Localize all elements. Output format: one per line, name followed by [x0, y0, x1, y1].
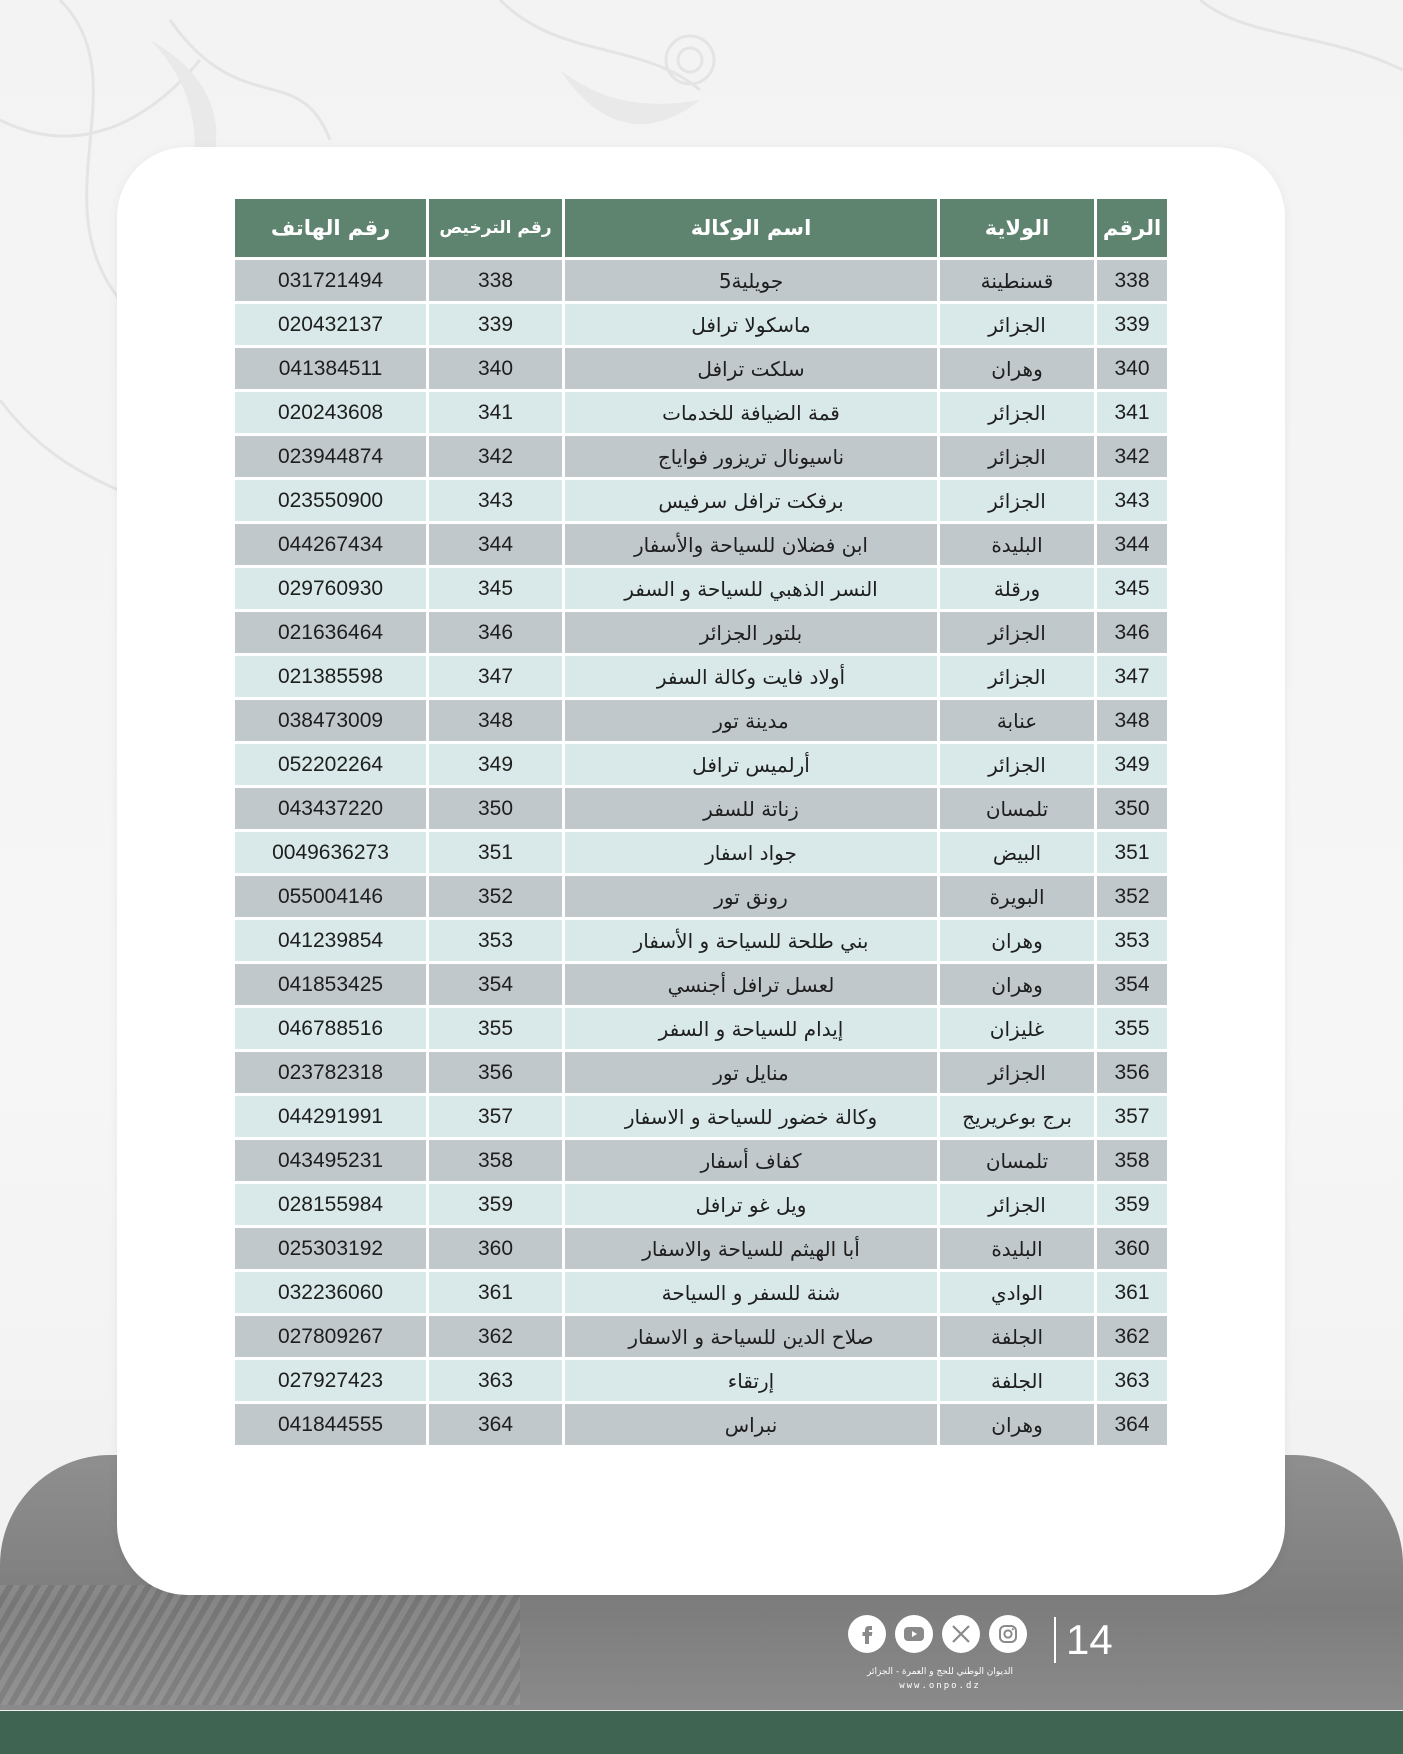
table-row — [235, 436, 1167, 477]
cell-agency: أرلميس ترافل — [565, 744, 937, 785]
cell-license: 360 — [429, 1228, 562, 1269]
footer-divider — [1054, 1617, 1056, 1663]
cell-phone: 020243608 — [235, 392, 426, 433]
cell-wilaya: الوادي — [940, 1272, 1094, 1313]
cell-license: 342 — [429, 436, 562, 477]
cell-license: 338 — [429, 260, 562, 301]
youtube-icon[interactable] — [895, 1615, 933, 1653]
cell-phone: 025303192 — [235, 1228, 426, 1269]
cell-phone: 027809267 — [235, 1316, 426, 1357]
cell-number: 356 — [1097, 1052, 1167, 1093]
cell-wilaya: الجزائر — [940, 392, 1094, 433]
cell-number: 349 — [1097, 744, 1167, 785]
cell-number: 338 — [1097, 260, 1167, 301]
cell-license: 341 — [429, 392, 562, 433]
cell-phone: 021385598 — [235, 656, 426, 697]
cell-license: 344 — [429, 524, 562, 565]
header-number: الرقم — [1097, 199, 1167, 257]
cell-phone: 044291991 — [235, 1096, 426, 1137]
cell-phone: 055004146 — [235, 876, 426, 917]
table-row — [235, 392, 1167, 433]
cell-wilaya: الجزائر — [940, 304, 1094, 345]
cell-phone: 021636464 — [235, 612, 426, 653]
cell-number: 339 — [1097, 304, 1167, 345]
cell-wilaya: وهران — [940, 1404, 1094, 1445]
cell-agency: جويلية5 — [565, 260, 937, 301]
cell-number: 341 — [1097, 392, 1167, 433]
table-row — [235, 876, 1167, 917]
cell-agency: كفاف أسفار — [565, 1140, 937, 1181]
cell-number: 364 — [1097, 1404, 1167, 1445]
table-row — [235, 1184, 1167, 1225]
cell-wilaya: ورقلة — [940, 568, 1094, 609]
cell-agency: برفكت ترافل سرفيس — [565, 480, 937, 521]
cell-license: 345 — [429, 568, 562, 609]
cell-license: 359 — [429, 1184, 562, 1225]
cell-license: 347 — [429, 656, 562, 697]
table-row — [235, 612, 1167, 653]
cell-agency: صلاح الدين للسياحة و الاسفار — [565, 1316, 937, 1357]
cell-phone: 023782318 — [235, 1052, 426, 1093]
cell-number: 347 — [1097, 656, 1167, 697]
table-row — [235, 1228, 1167, 1269]
table-row — [235, 788, 1167, 829]
table-row — [235, 1140, 1167, 1181]
cell-wilaya: وهران — [940, 348, 1094, 389]
table-row — [235, 832, 1167, 873]
cell-agency: ماسكولا ترافل — [565, 304, 937, 345]
org-url[interactable]: www.onpo.dz — [899, 1681, 981, 1691]
cell-phone: 038473009 — [235, 700, 426, 741]
cell-agency: لعسل ترافل أجنسي — [565, 964, 937, 1005]
cell-license: 361 — [429, 1272, 562, 1313]
cell-number: 363 — [1097, 1360, 1167, 1401]
footer — [840, 1615, 1120, 1695]
cell-license: 354 — [429, 964, 562, 1005]
cell-number: 361 — [1097, 1272, 1167, 1313]
cell-agency: سلكت ترافل — [565, 348, 937, 389]
cell-license: 351 — [429, 832, 562, 873]
cell-wilaya: البيض — [940, 832, 1094, 873]
cell-agency: جواد اسفار — [565, 832, 937, 873]
table-row — [235, 1404, 1167, 1445]
cell-license: 352 — [429, 876, 562, 917]
footer-strip — [0, 1711, 1403, 1754]
cell-phone: 031721494 — [235, 260, 426, 301]
table-row — [235, 304, 1167, 345]
table-row — [235, 348, 1167, 389]
cell-agency: إرتقاء — [565, 1360, 937, 1401]
cell-wilaya: وهران — [940, 964, 1094, 1005]
cell-agency: رونق تور — [565, 876, 937, 917]
cell-number: 346 — [1097, 612, 1167, 653]
cell-agency: قمة الضيافة للخدمات — [565, 392, 937, 433]
header-phone: رقم الهاتف — [235, 199, 426, 257]
cell-wilaya: الجزائر — [940, 612, 1094, 653]
cell-agency: ناسيونال تريزور فواياج — [565, 436, 937, 477]
cell-license: 343 — [429, 480, 562, 521]
cell-agency: زناتة للسفر — [565, 788, 937, 829]
cell-number: 355 — [1097, 1008, 1167, 1049]
cell-license: 356 — [429, 1052, 562, 1093]
cell-phone: 044267434 — [235, 524, 426, 565]
org-name: الديوان الوطني للحج و العمرة - الجزائر — [866, 1667, 1014, 1677]
cell-license: 340 — [429, 348, 562, 389]
cell-wilaya: الجلفة — [940, 1360, 1094, 1401]
table-row — [235, 964, 1167, 1005]
cell-license: 355 — [429, 1008, 562, 1049]
cell-phone: 043495231 — [235, 1140, 426, 1181]
cell-number: 344 — [1097, 524, 1167, 565]
cell-license: 363 — [429, 1360, 562, 1401]
cell-number: 358 — [1097, 1140, 1167, 1181]
cell-wilaya: البليدة — [940, 524, 1094, 565]
cell-wilaya: غليزان — [940, 1008, 1094, 1049]
table-row — [235, 920, 1167, 961]
cell-wilaya: الجزائر — [940, 480, 1094, 521]
cell-license: 348 — [429, 700, 562, 741]
cell-number: 343 — [1097, 480, 1167, 521]
cell-agency: مدينة تور — [565, 700, 937, 741]
cell-license: 339 — [429, 304, 562, 345]
cell-wilaya: قسنطينة — [940, 260, 1094, 301]
cell-agency: نبراس — [565, 1404, 937, 1445]
cell-number: 342 — [1097, 436, 1167, 477]
table-row — [235, 744, 1167, 785]
cell-agency: منايل تور — [565, 1052, 937, 1093]
cell-license: 362 — [429, 1316, 562, 1357]
table-row — [235, 524, 1167, 565]
cell-phone: 041853425 — [235, 964, 426, 1005]
social-links — [848, 1615, 1027, 1653]
cell-wilaya: الجزائر — [940, 744, 1094, 785]
cell-agency: ويل غو ترافل — [565, 1184, 937, 1225]
table-row — [235, 1052, 1167, 1093]
cell-wilaya: وهران — [940, 920, 1094, 961]
cell-wilaya: عنابة — [940, 700, 1094, 741]
cell-number: 354 — [1097, 964, 1167, 1005]
cell-license: 346 — [429, 612, 562, 653]
cell-phone: 041239854 — [235, 920, 426, 961]
cell-agency: أبا الهيثم للسياحة والاسفار — [565, 1228, 937, 1269]
cell-agency: وكالة خضور للسياحة و الاسفار — [565, 1096, 937, 1137]
cell-wilaya: تلمسان — [940, 1140, 1094, 1181]
cell-wilaya: البويرة — [940, 876, 1094, 917]
cell-phone: 041384511 — [235, 348, 426, 389]
cell-agency: ابن فضلان للسياحة والأسفار — [565, 524, 937, 565]
cell-phone: 020432137 — [235, 304, 426, 345]
table-body — [235, 260, 1167, 1445]
cell-phone: 0049636273 — [235, 832, 426, 873]
cell-agency: النسر الذهبي للسياحة و السفر — [565, 568, 937, 609]
cell-wilaya: تلمسان — [940, 788, 1094, 829]
cell-phone: 023944874 — [235, 436, 426, 477]
instagram-icon[interactable] — [989, 1615, 1027, 1653]
cell-phone: 027927423 — [235, 1360, 426, 1401]
cell-phone: 052202264 — [235, 744, 426, 785]
x-icon[interactable] — [942, 1615, 980, 1653]
cell-license: 357 — [429, 1096, 562, 1137]
cell-number: 350 — [1097, 788, 1167, 829]
cell-phone: 029760930 — [235, 568, 426, 609]
cell-agency: بلتور الجزائر — [565, 612, 937, 653]
table-row — [235, 1096, 1167, 1137]
cell-agency: شنة للسفر و السياحة — [565, 1272, 937, 1313]
table-row — [235, 700, 1167, 741]
cell-license: 364 — [429, 1404, 562, 1445]
agencies-table — [232, 196, 1170, 1448]
cell-number: 352 — [1097, 876, 1167, 917]
table-row — [235, 656, 1167, 697]
page-number: 14 — [1066, 1616, 1113, 1663]
cell-number: 362 — [1097, 1316, 1167, 1357]
cell-wilaya: البليدة — [940, 1228, 1094, 1269]
cell-wilaya: الجزائر — [940, 656, 1094, 697]
table-row — [235, 480, 1167, 521]
cell-phone: 046788516 — [235, 1008, 426, 1049]
cell-agency: بني طلحة للسياحة و الأسفار — [565, 920, 937, 961]
cell-license: 358 — [429, 1140, 562, 1181]
cell-number: 351 — [1097, 832, 1167, 873]
table-header-row — [235, 199, 1167, 257]
cell-phone: 041844555 — [235, 1404, 426, 1445]
cell-wilaya: الجزائر — [940, 436, 1094, 477]
cell-agency: أولاد فايت وكالة السفر — [565, 656, 937, 697]
cell-phone: 032236060 — [235, 1272, 426, 1313]
cell-wilaya: برج بوعريريج — [940, 1096, 1094, 1137]
cell-number: 359 — [1097, 1184, 1167, 1225]
cell-phone: 028155984 — [235, 1184, 426, 1225]
table-row — [235, 1008, 1167, 1049]
table-row — [235, 568, 1167, 609]
header-agency: اسم الوكالة — [565, 199, 937, 257]
cell-license: 353 — [429, 920, 562, 961]
cell-number: 353 — [1097, 920, 1167, 961]
table-row — [235, 1272, 1167, 1313]
header-wilaya: الولاية — [940, 199, 1094, 257]
cell-license: 349 — [429, 744, 562, 785]
table-row — [235, 1316, 1167, 1357]
facebook-icon[interactable] — [848, 1615, 886, 1653]
cell-number: 348 — [1097, 700, 1167, 741]
header-license: رقم الترخيص — [429, 199, 562, 257]
cell-license: 350 — [429, 788, 562, 829]
cell-phone: 023550900 — [235, 480, 426, 521]
cell-number: 360 — [1097, 1228, 1167, 1269]
cell-agency: إيدام للسياحة و السفر — [565, 1008, 937, 1049]
cell-phone: 043437220 — [235, 788, 426, 829]
cell-number: 340 — [1097, 348, 1167, 389]
cell-wilaya: الجزائر — [940, 1184, 1094, 1225]
table-row — [235, 1360, 1167, 1401]
cell-number: 357 — [1097, 1096, 1167, 1137]
cell-wilaya: الجلفة — [940, 1316, 1094, 1357]
cell-number: 345 — [1097, 568, 1167, 609]
table-row — [235, 260, 1167, 301]
cell-wilaya: الجزائر — [940, 1052, 1094, 1093]
